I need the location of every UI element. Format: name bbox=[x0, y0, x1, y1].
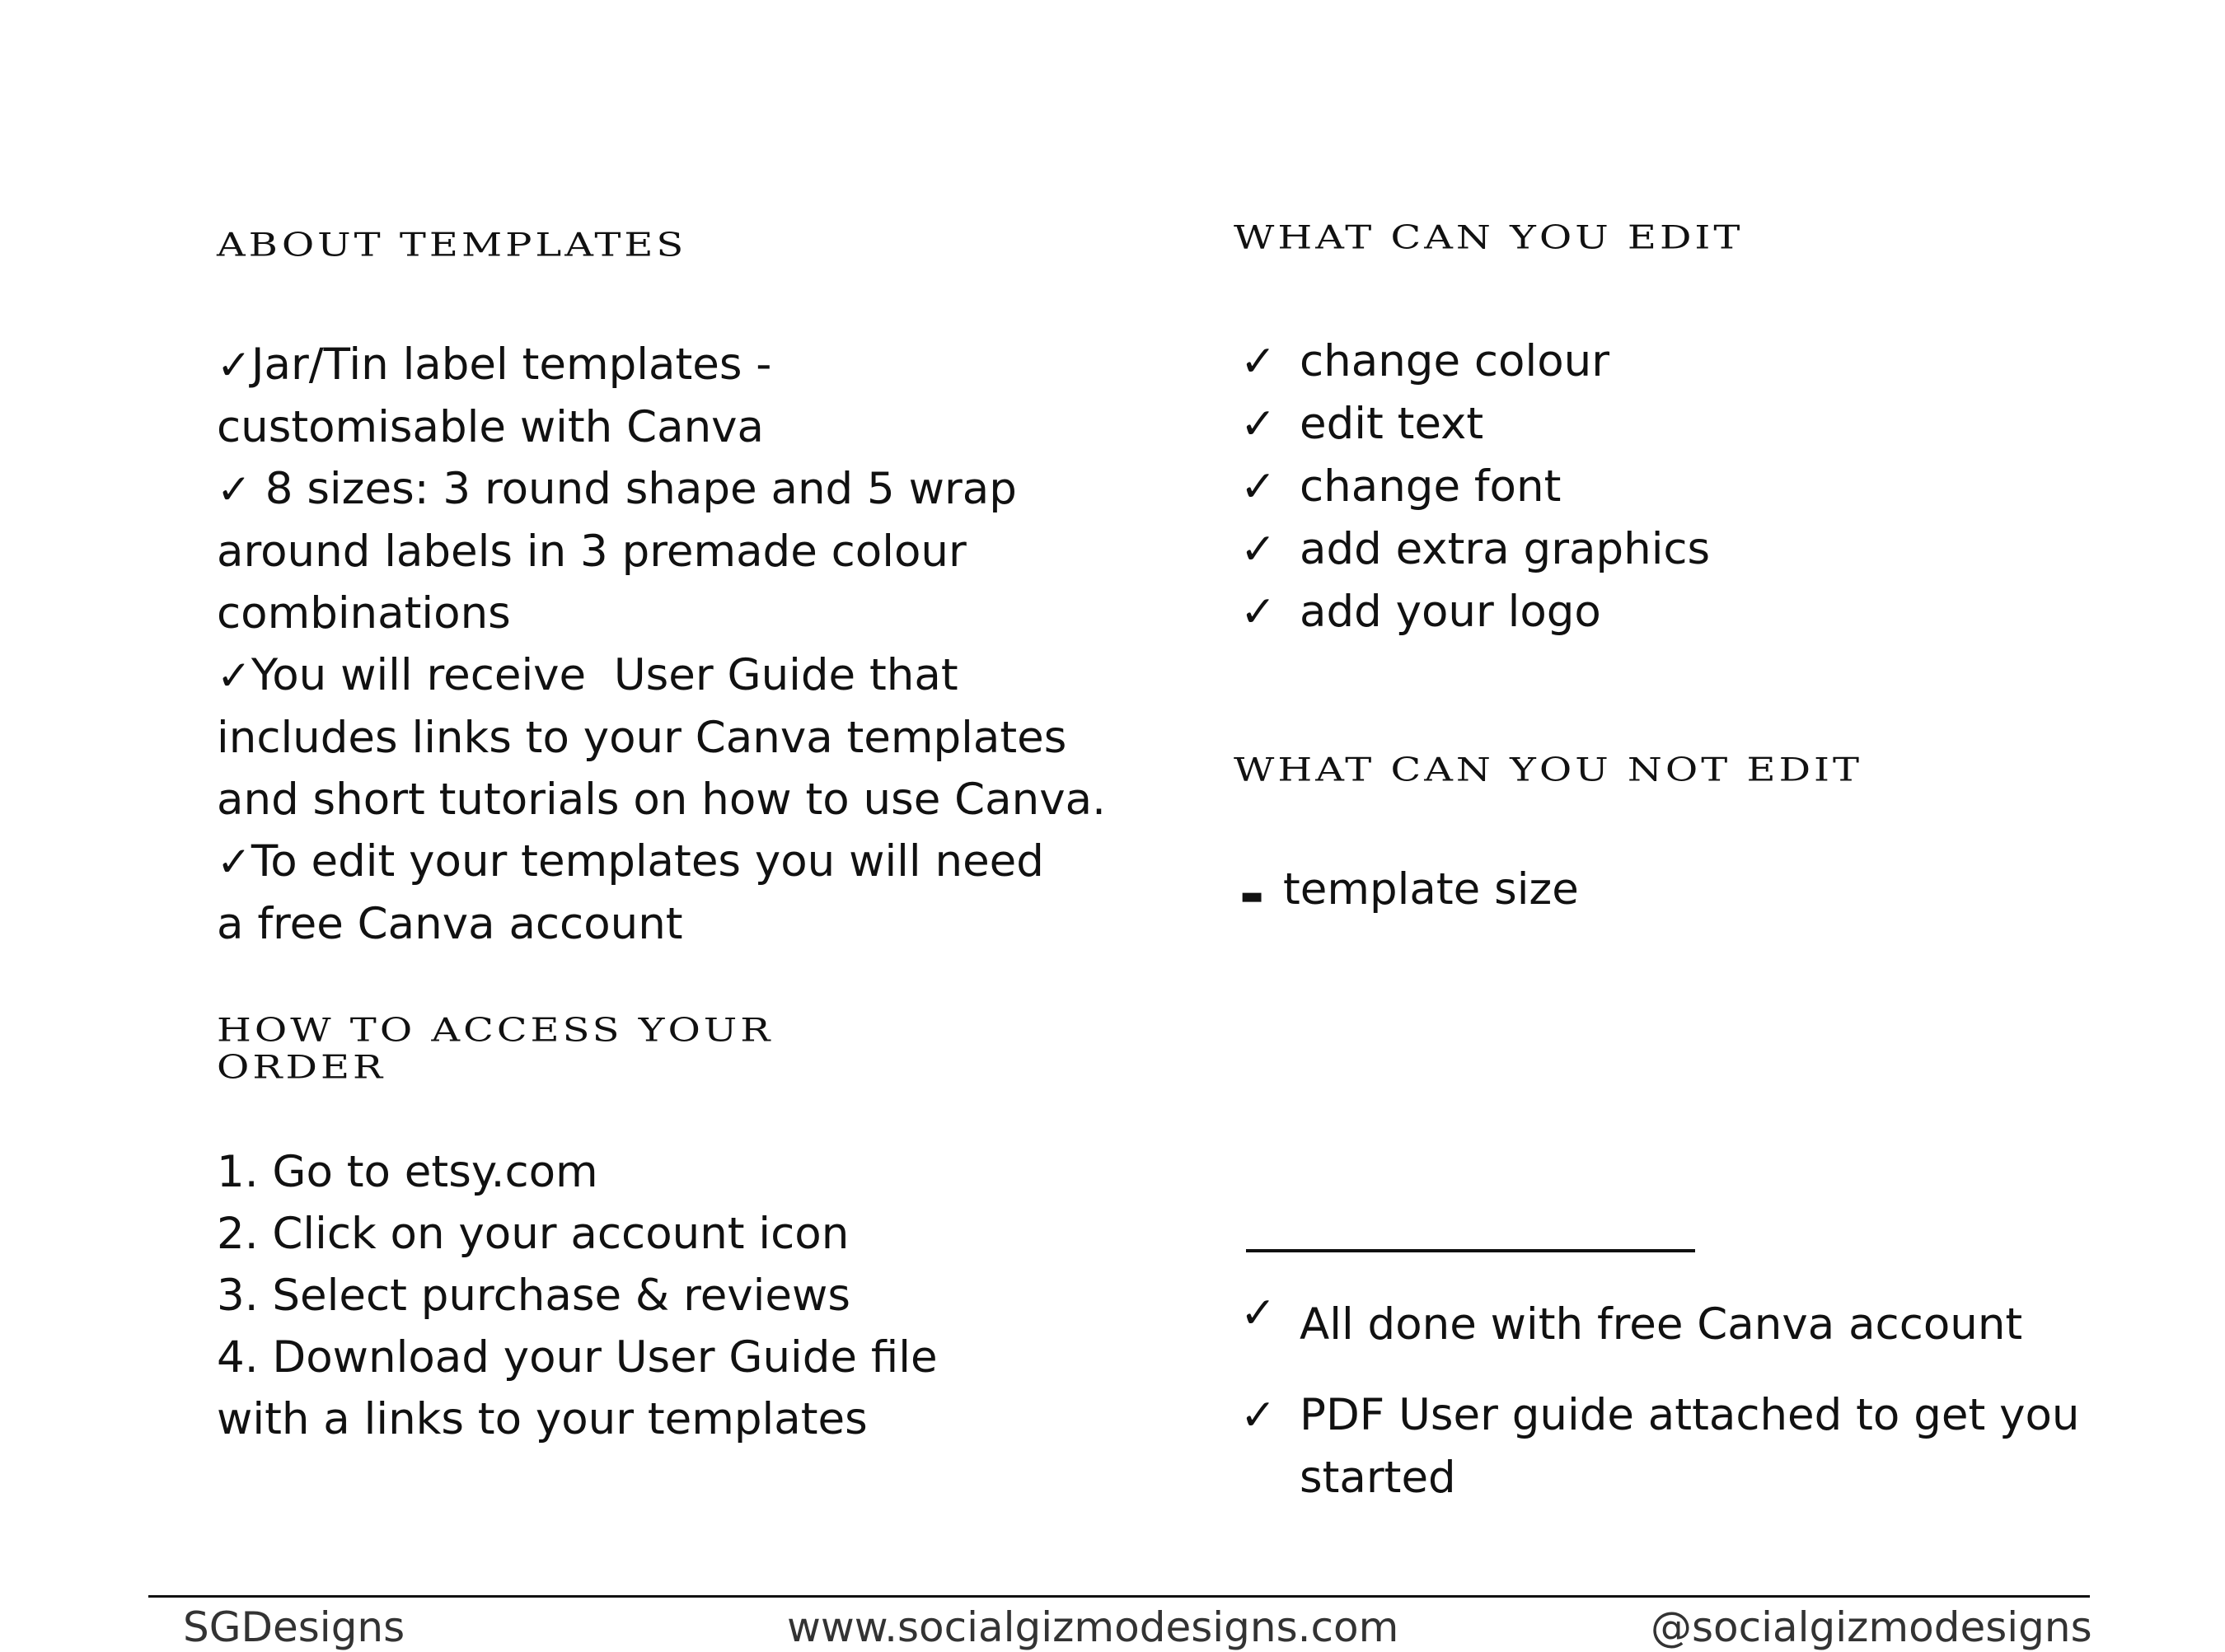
access-order-heading bbox=[217, 1012, 773, 1086]
check-icon: ✓ bbox=[1240, 525, 1276, 574]
access-title-line1: HOW TO ACCESS YOUR bbox=[217, 1011, 774, 1050]
edit-item: ✓ add extra graphics bbox=[1240, 518, 1710, 581]
edit-item: ✓ add your logo bbox=[1240, 581, 1710, 643]
about-line: combinations bbox=[217, 588, 511, 639]
check-icon: ✓ bbox=[1240, 1289, 1276, 1338]
about-line: ✓To edit your templates you will need bbox=[217, 836, 1044, 887]
about-line: a free Canva account bbox=[217, 899, 683, 949]
step-item: with a links to your templates bbox=[217, 1394, 868, 1444]
about-line: ✓Jar/Tin label templates - bbox=[217, 339, 772, 390]
check-icon: ✓ bbox=[1240, 1391, 1276, 1440]
dash-icon: ▬ bbox=[1240, 882, 1264, 910]
step-item: 1. Go to etsy.com bbox=[217, 1147, 598, 1197]
check-icon: ✓ bbox=[217, 466, 251, 513]
notes-list bbox=[1240, 1289, 2023, 1356]
can-edit-heading: WHAT CAN YOU EDIT bbox=[1234, 218, 1744, 257]
edit-item: ✓ change colour bbox=[1240, 330, 1710, 393]
edit-item: ✓ edit text bbox=[1240, 393, 1710, 456]
check-icon: ✓ bbox=[217, 652, 251, 700]
check-icon: ✓ bbox=[217, 341, 251, 389]
footer-divider bbox=[148, 1595, 2090, 1598]
not-edit-item: ▬ template size bbox=[1240, 859, 1579, 927]
check-icon: ✓ bbox=[217, 838, 251, 886]
about-templates-text bbox=[217, 334, 1106, 955]
note-item: ✓ PDF User guide attached to get you bbox=[1240, 1384, 2079, 1447]
cannot-edit-heading: WHAT CAN YOU NOT EDIT bbox=[1234, 751, 1863, 789]
access-title-line2: ORDER bbox=[217, 1048, 386, 1087]
notes-list-2 bbox=[1240, 1384, 2079, 1509]
notes-divider bbox=[1246, 1249, 1695, 1252]
footer-website[interactable]: www.socialgizmodesigns.com bbox=[787, 1603, 1399, 1651]
note-item: ✓ All done with free Canva account bbox=[1240, 1294, 2022, 1356]
can-edit-list bbox=[1240, 330, 1710, 643]
note-item-continued: started bbox=[1300, 1453, 1456, 1503]
cannot-edit-list bbox=[1240, 859, 1579, 927]
about-line: ✓ 8 sizes: 3 round shape and 5 wrap bbox=[217, 464, 1017, 514]
step-item: 3. Select purchase & reviews bbox=[217, 1271, 850, 1321]
check-icon: ✓ bbox=[1240, 400, 1276, 449]
edit-item: ✓ change font bbox=[1240, 456, 1710, 518]
about-line: customisable with Canva bbox=[217, 402, 765, 452]
about-line: ✓You will receive User Guide that bbox=[217, 650, 958, 700]
check-icon: ✓ bbox=[1240, 587, 1276, 637]
about-templates-heading: ABOUT TEMPLATES bbox=[217, 226, 687, 264]
access-steps bbox=[217, 1141, 938, 1450]
about-line: and short tutorials on how to use Canva. bbox=[217, 775, 1106, 825]
footer-brand: SGDesigns bbox=[183, 1603, 405, 1651]
step-item: 2. Click on your account icon bbox=[217, 1209, 850, 1259]
check-icon: ✓ bbox=[1240, 337, 1276, 386]
step-item: 4. Download your User Guide file bbox=[217, 1332, 938, 1383]
check-icon: ✓ bbox=[1240, 462, 1276, 512]
footer-handle[interactable]: @socialgizmodesigns bbox=[1651, 1603, 2092, 1651]
about-line: around labels in 3 premade colour bbox=[217, 526, 967, 577]
about-line: includes links to your Canva templates bbox=[217, 713, 1067, 763]
